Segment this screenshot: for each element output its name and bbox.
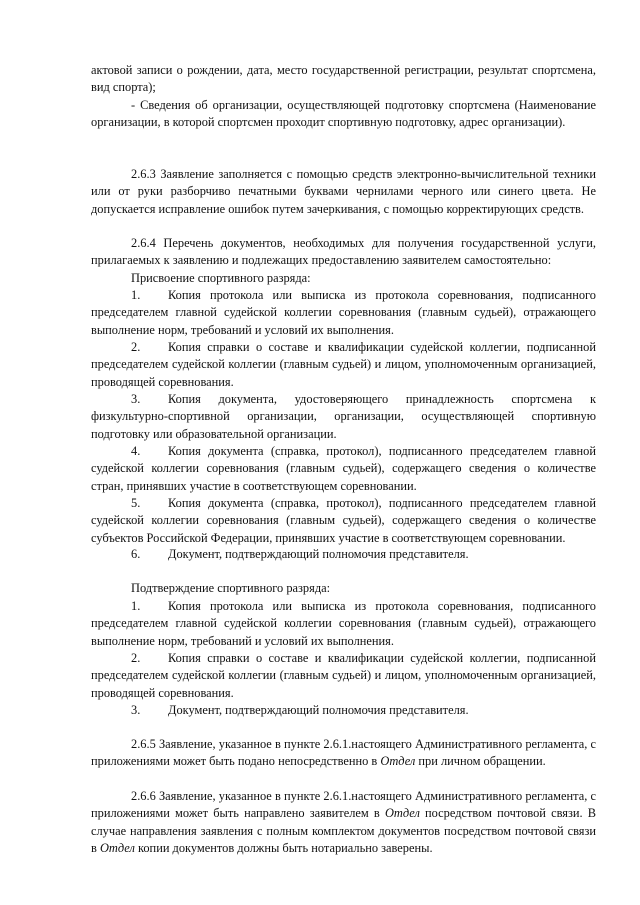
list-text: Копия справки о составе и квалификации судейской коллегии, подписанной председателем судейской коллегии (главным судьей) и лицом, уполномоченным организацией, проводящей соревнования. bbox=[91, 651, 596, 700]
list-item bbox=[91, 650, 596, 702]
assign-heading: Присвоение спортивного разряда: bbox=[131, 271, 311, 285]
list-number: 2. bbox=[131, 340, 141, 354]
paragraph-2-6-6 bbox=[91, 788, 596, 858]
list-item bbox=[91, 546, 596, 563]
paragraph-2-6-3: 2.6.3 Заявление заполняется с помощью средств электронно-вычислительной техники или от руки разборчиво печатными буквами чернилами черного или синего цвета. Не допускается исправление ошибок путем зачеркивания, с помощью корректирующих средств. bbox=[91, 167, 596, 216]
paragraph-2-6-4: 2.6.4 Перечень документов, необходимых для получения государственной услуги, прилагаемых к заявлению и подлежащих предоставлению заявителем самостоятельно: bbox=[91, 236, 596, 268]
list-number: 6. bbox=[131, 547, 141, 561]
confirm-heading: Подтверждение спортивного разряда: bbox=[131, 581, 331, 595]
list-number: 1. bbox=[131, 599, 141, 613]
list-text: Копия справки о составе и квалификации судейской коллегии, подписанной председателем судейской коллегии (главным судьей) и лицом, уполномоченным организацией, проводящей соревнования. bbox=[91, 340, 596, 389]
list-number: 3. bbox=[131, 392, 141, 406]
list-text: Документ, подтверждающий полномочия представителя. bbox=[168, 547, 469, 561]
list-item bbox=[91, 702, 596, 719]
list-text: Копия документа (справка, протокол), подписанного председателем главной судейской коллегии соревнования (главным судьей), содержащего сведения о количестве субъектов Российской Федерации, принявших участие в соответствующем соревновании. bbox=[91, 496, 596, 545]
list-text: Копия документа, удостоверяющего принадлежность спортсмена к физкультурно-спортивной организации, организации, осуществляющей спортивную подготовку или образовательной организации. bbox=[91, 392, 596, 441]
list-text: Документ, подтверждающий полномочия представителя. bbox=[168, 703, 469, 717]
list-number: 4. bbox=[131, 444, 141, 458]
text-segment: 2.6.6 Заявление, указанное в пункте 2.6.1.настоящего Административного регламента, с приложениями может быть направлено заявителем в bbox=[91, 789, 596, 821]
list-text: Копия протокола или выписка из протокола соревнования, подписанного председателем главной судейской коллегии соревнования (главным судьей), отражающего выполнение норм, требований и условий их выполнения. bbox=[91, 599, 596, 648]
list-number: 5. bbox=[131, 496, 141, 510]
list-item bbox=[91, 391, 596, 443]
list-text: Копия документа (справка, протокол), подписанного председателем главной судейской коллегии соревнования (главным судьей), содержащего сведения о количестве стран, принявших участие в соответствующем соревновании. bbox=[91, 444, 596, 493]
list-number: 1. bbox=[131, 288, 141, 302]
list-item bbox=[91, 339, 596, 391]
list-item bbox=[91, 495, 596, 547]
intro-line: актовой записи о рождении, дата, место государственной регистрации, результат спортсмена, вид спорта); bbox=[91, 63, 596, 95]
list-text: Копия протокола или выписка из протокола соревнования, подписанного председателем главной судейской коллегии соревнования (главным судьей), отражающего выполнение норм, требований и условий их выполнения. bbox=[91, 288, 596, 337]
list-item bbox=[91, 443, 596, 495]
text-segment: посредством почтовой связи. В случае направления заявления с полным комплектом документов посредством почтовой связи в bbox=[91, 806, 597, 856]
text-segment: при личном обращении. bbox=[415, 754, 546, 769]
emphasis-department: Отдел bbox=[99, 841, 135, 856]
text-segment: 2.6.5 Заявление, указанное в пункте 2.6.1.настоящего Административного регламента, с приложениями может быть подано непосредственно в bbox=[91, 737, 596, 769]
paragraph-2-6-5 bbox=[91, 736, 596, 771]
list-item bbox=[91, 287, 596, 339]
emphasis-department: Отдел bbox=[380, 754, 416, 769]
organization-info: - Сведения об организации, осуществляющей подготовку спортсмена (Наименование организации, в которой спортсмен проходит спортивную подготовку, адрес организации). bbox=[91, 98, 596, 130]
text-segment: копии документов должны быть нотариально заверены. bbox=[134, 841, 433, 856]
emphasis-department: Отдел bbox=[384, 806, 420, 821]
list-item bbox=[91, 598, 596, 650]
list-number: 3. bbox=[131, 703, 141, 717]
list-number: 2. bbox=[131, 651, 141, 665]
